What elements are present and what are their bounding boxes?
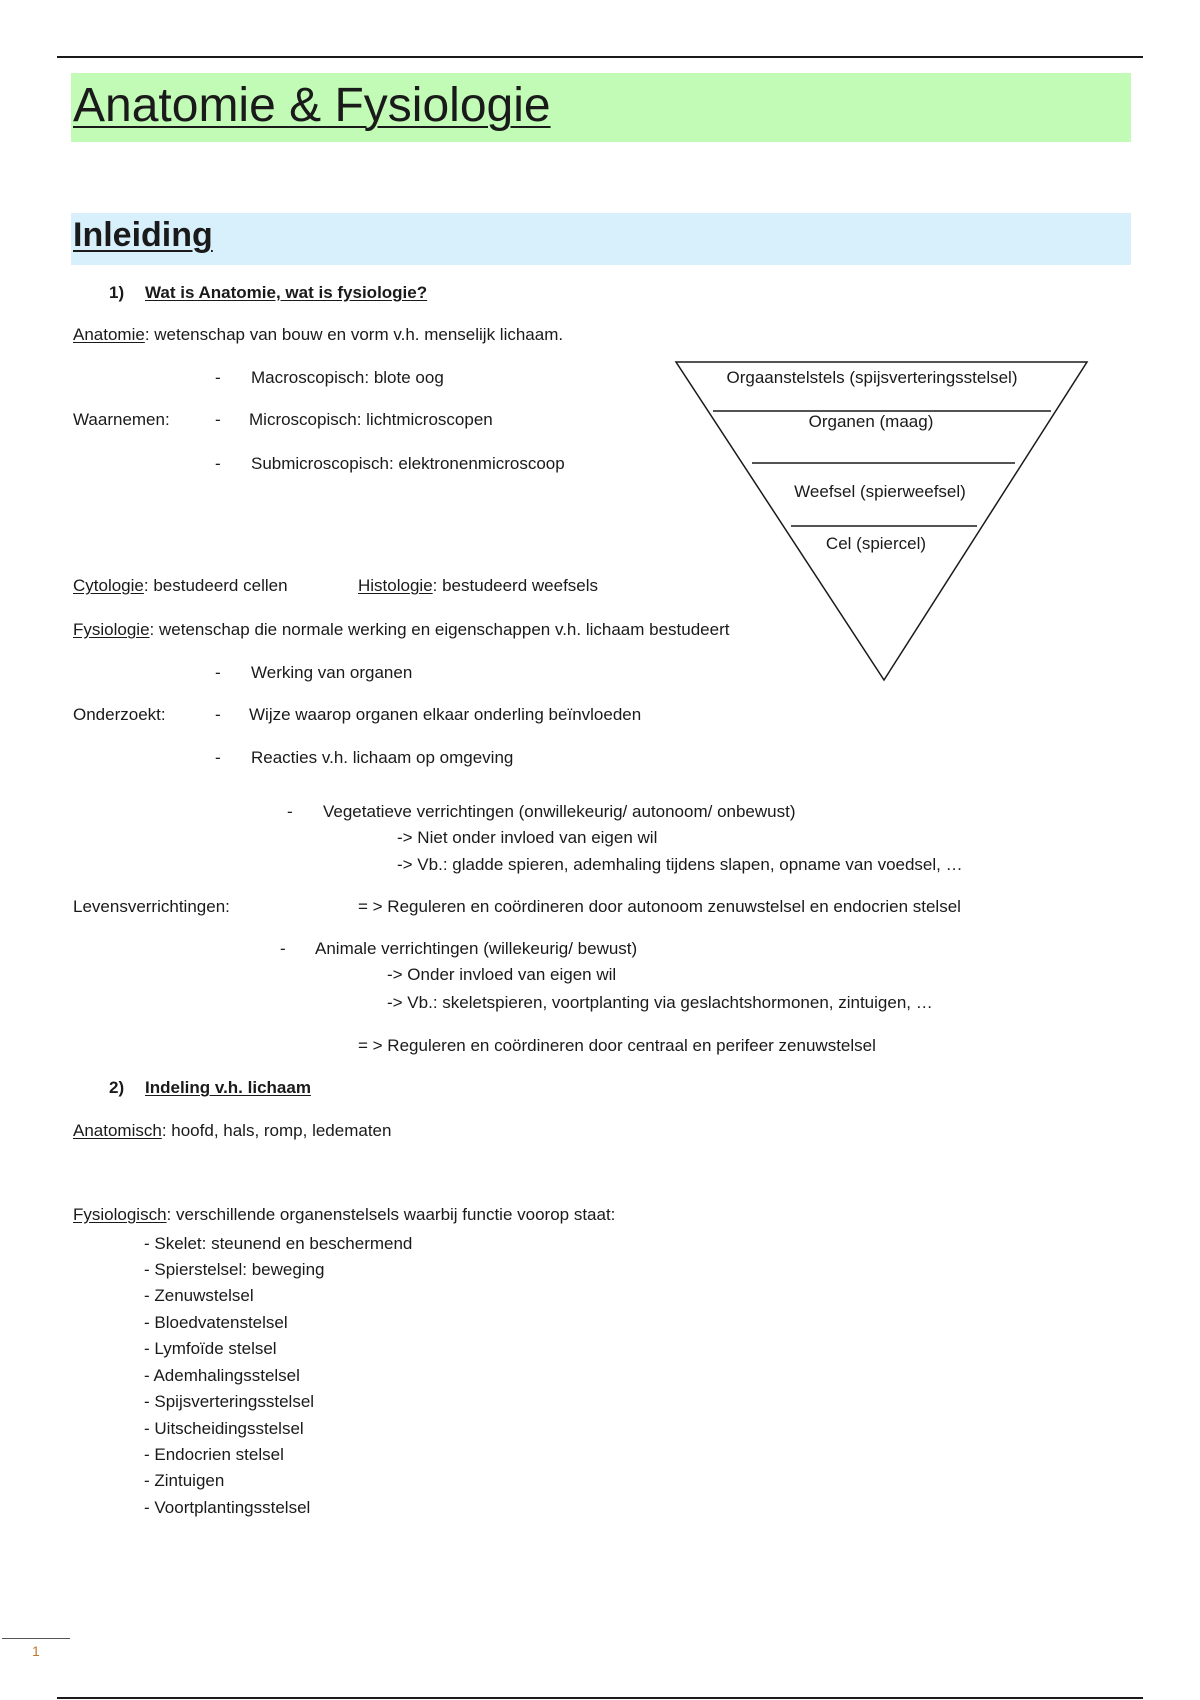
dash: -: [287, 802, 293, 821]
anatomie-def: : wetenschap van bouw en vorm v.h. menselijk lichaam.: [144, 325, 564, 344]
levensverrichtingen-label: Levensverrichtingen:: [73, 897, 230, 916]
fysiologisch-definition: [73, 1205, 615, 1225]
anatomie-definition: [73, 325, 563, 345]
organ-system-item: - Ademhalingsstelsel: [144, 1366, 300, 1385]
fysiologie-item: Reacties v.h. lichaam op omgeving: [251, 748, 514, 767]
histologie-def: : bestudeerd weefsels: [432, 576, 599, 595]
animal-title: Animale verrichtingen (willekeurig/ bewust): [315, 939, 638, 958]
histologie-definition: [358, 576, 598, 596]
anatomie-item: Microscopisch: lichtmicroscopen: [249, 410, 493, 429]
pyramid-level-tissue: Weefsel (spierweefsel): [794, 482, 966, 501]
pyramid-level-organs: Organen (maag): [808, 412, 934, 431]
anatomisch-definition: [73, 1121, 391, 1141]
dash: -: [280, 939, 286, 958]
dash: -: [215, 748, 221, 767]
vegetative-example: -> Vb.: gladde spieren, ademhaling tijdens slapen, opname van voedsel, …: [397, 855, 963, 874]
organ-system-item: - Skelet: steunend en beschermend: [144, 1234, 413, 1253]
q2-title: Indeling v.h. lichaam: [145, 1078, 311, 1097]
onderzoekt-label: Onderzoekt:: [73, 705, 166, 724]
fysiologie-definition: [73, 620, 729, 640]
organ-system-item: - Spijsverteringsstelsel: [144, 1392, 315, 1411]
cytologie-definition: [73, 576, 288, 596]
organ-system-item: - Bloedvatenstelsel: [144, 1313, 288, 1332]
page-title: Anatomie & Fysiologie: [73, 79, 551, 132]
organ-system-item: - Zenuwstelsel: [144, 1286, 254, 1305]
dash: -: [215, 663, 221, 682]
fysiologie-term: Fysiologie: [73, 620, 150, 639]
fysiologie-def: : wetenschap die normale werking en eigenschappen v.h. lichaam bestudeert: [149, 620, 730, 639]
vegetative-sub: -> Niet onder invloed van eigen wil: [397, 828, 658, 847]
vegetative-title: Vegetatieve verrichtingen (onwillekeurig/ autonoom/ onbewust): [323, 802, 796, 821]
cytologie-def: : bestudeerd cellen: [143, 576, 288, 595]
organ-system-item: - Endocrien stelsel: [144, 1445, 284, 1464]
pyramid-level-cell: Cel (spiercel): [825, 534, 927, 553]
fysiologie-item: Werking van organen: [251, 663, 413, 682]
anatomisch-def: : hoofd, hals, romp, ledematen: [161, 1121, 392, 1140]
q1-title: Wat is Anatomie, wat is fysiologie?: [145, 283, 428, 302]
footnote-rule: [2, 1638, 70, 1639]
organ-system-item: - Lymfoïde stelsel: [144, 1339, 277, 1358]
top-rule: [57, 56, 1143, 58]
organ-system-item: - Uitscheidingsstelsel: [144, 1419, 304, 1438]
animal-sub: -> Onder invloed van eigen wil: [387, 965, 617, 984]
fysiologisch-term: Fysiologisch: [73, 1205, 167, 1224]
q1-number: 1): [109, 283, 125, 302]
anatomie-term: Anatomie: [73, 325, 145, 344]
cytologie-term: Cytologie: [73, 576, 144, 595]
anatomie-item: Macroscopisch: blote oog: [251, 368, 444, 387]
fysiologisch-def: : verschillende organenstelsels waarbij functie voorop staat:: [166, 1205, 616, 1224]
histologie-term: Histologie: [358, 576, 433, 595]
organ-system-item: - Zintuigen: [144, 1471, 225, 1490]
dash: -: [215, 410, 221, 429]
organ-system-item: - Spierstelsel: beweging: [144, 1260, 325, 1279]
section-band: [71, 213, 1131, 265]
vegetative-result: = > Reguleren en coördineren door autonoom zenuwstelsel en endocrien stelsel: [358, 897, 961, 916]
pyramid-outline: [676, 362, 1087, 680]
anatomisch-term: Anatomisch: [73, 1121, 162, 1140]
animal-result: = > Reguleren en coördineren door centraal en perifeer zenuwstelsel: [358, 1036, 876, 1055]
bottom-rule: [57, 1697, 1143, 1699]
page-number: 1: [32, 1643, 40, 1659]
fysiologie-item: Wijze waarop organen elkaar onderling beïnvloeden: [249, 705, 642, 724]
section-heading: Inleiding: [73, 216, 213, 254]
organ-system-item: - Voortplantingsstelsel: [144, 1498, 311, 1517]
pyramid-level-organ-systems: Orgaanstelstels (spijsverteringsstelsel): [726, 368, 1018, 387]
q2-number: 2): [109, 1078, 125, 1097]
dash: -: [215, 454, 221, 473]
hierarchy-pyramid: [670, 355, 1095, 685]
dash: -: [215, 705, 221, 724]
waarnemen-label: Waarnemen:: [73, 410, 170, 429]
anatomie-item: Submicroscopisch: elektronenmicroscoop: [251, 454, 565, 473]
animal-example: -> Vb.: skeletspieren, voortplanting via geslachtshormonen, zintuigen, …: [387, 993, 933, 1012]
dash: -: [215, 368, 221, 387]
